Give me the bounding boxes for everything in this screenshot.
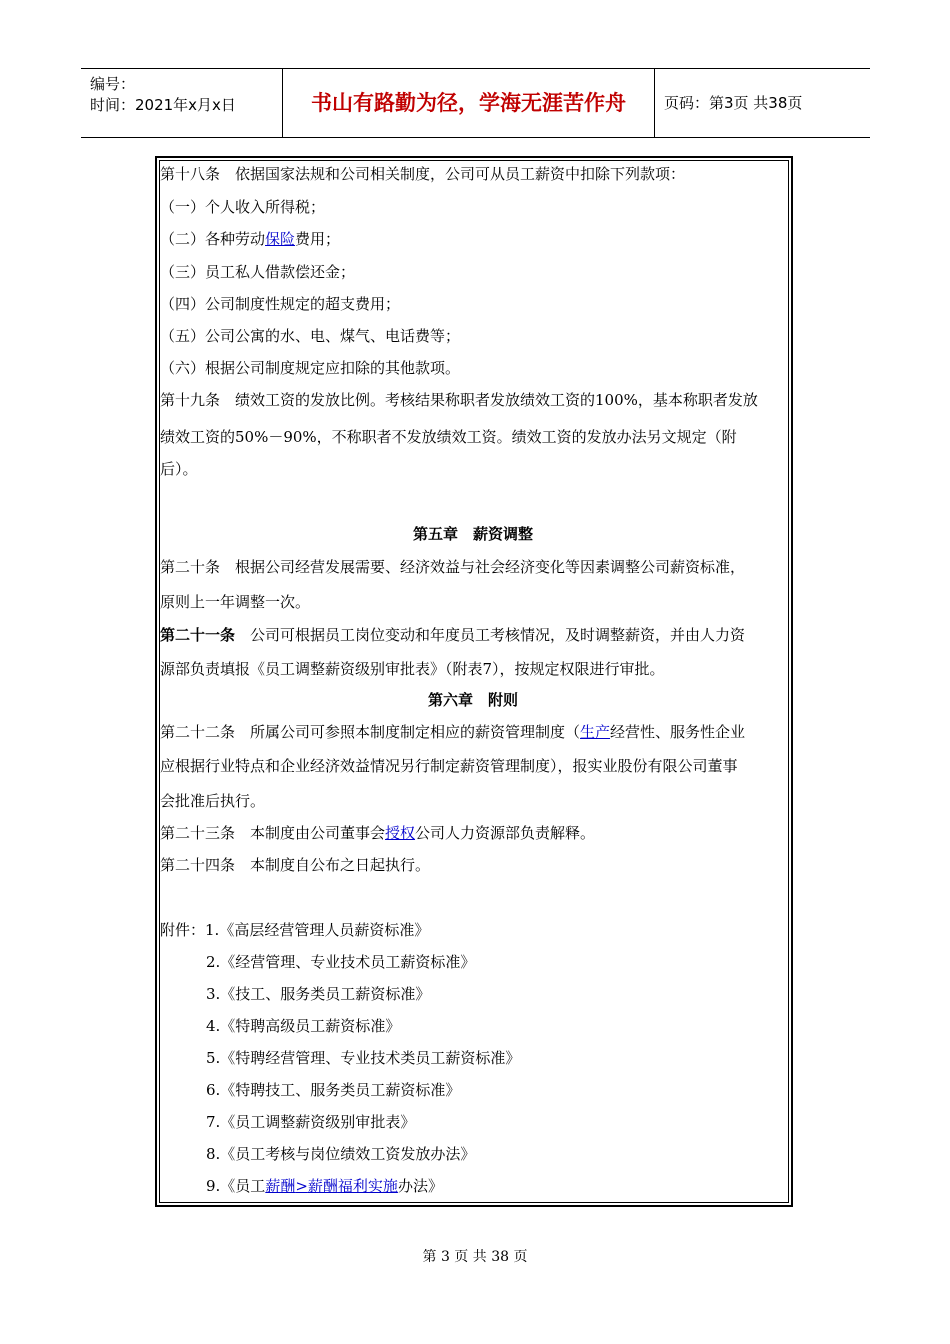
attachment-6: 6.《特聘技工、服务类员工薪资标准》 [206,1081,461,1099]
attachment-9-text: 9.《员工 [206,1177,266,1195]
attachment-1: 1.《高层经营管理人员薪资标准》 [205,921,430,939]
authorization-link[interactable]: 授权 [385,824,416,842]
deduction-item-5: （五）公司公寓的水、电、煤气、电话费等； [160,327,461,345]
deduction-item-6: （六）根据公司制度规定应扣除的其他款项。 [160,359,461,377]
article-19-line-2: 绩效工资的50%－90%，不称职者不发放绩效工资。绩效工资的发放办法另文规定（附 [160,428,737,446]
article-21-line-2: 源部负责填报《员工调整薪资级别审批表》（附表7），按规定权限进行审批。 [160,660,665,678]
header-page-number: 页码：第3页 共38页 [664,94,803,112]
deduction-item-2-text: （二）各种劳动 [160,230,266,248]
welfare-implementation-link[interactable]: 福利实施 [337,1177,398,1195]
article-19-line-1: 第十九条 绩效工资的发放比例。考核结果称职者发放绩效工资的100%，基本称职者发放 [160,391,758,409]
article-23 [160,823,595,843]
attachment-5: 5.《特聘经营管理、专业技术类员工薪资标准》 [206,1049,521,1067]
article-18: 第十八条 依据国家法规和公司相关制度，公司可从员工薪资中扣除下列款项： [160,165,686,183]
attachment-8: 8.《员工考核与岗位绩效工资发放办法》 [206,1145,476,1163]
header-motto: 书山有路勤为径，学海无涯苦作舟 [283,69,655,137]
salary-arrow-link[interactable]: > [295,1177,308,1195]
article-21-text: 公司可根据员工岗位变动和年度员工考核情况，及时调整薪资，并由人力资 [235,626,746,644]
insurance-link[interactable]: 保险 [265,230,296,248]
document-time-label: 时间：2021年x月x日 [90,96,236,114]
deduction-item-2 [160,229,340,249]
attachments-label: 附件： [160,921,206,939]
header-meta-cell [81,69,283,137]
deduction-item-1: （一）个人收入所得税； [160,198,326,216]
article-21-line-1 [160,625,745,645]
page-header [81,68,870,138]
production-link[interactable]: 生产 [580,723,611,741]
article-23-text-suffix: 公司人力资源部负责解释。 [415,824,596,842]
article-22-text: 第二十二条 所属公司可参照本制度制定相应的薪资管理制度（ [160,723,581,741]
article-21-heading: 第二十一条 [160,626,236,644]
attachment-9 [206,1176,443,1196]
attachment-3: 3.《技工、服务类员工薪资标准》 [206,985,431,1003]
article-22-line-1 [160,722,745,742]
article-19-line-3: 后）。 [160,460,198,478]
deduction-item-2-suffix: 费用； [295,230,341,248]
document-number-label: 编号： [90,75,136,93]
chapter-5-heading: 第五章 薪资调整 [412,525,533,543]
salary-link[interactable]: 薪酬 [265,1177,296,1195]
attachment-9-suffix: 办法》 [397,1177,443,1195]
deduction-item-4: （四）公司制度性规定的超支费用； [160,295,401,313]
salary-link-2[interactable]: 薪酬 [307,1177,338,1195]
article-23-text: 第二十三条 本制度由公司董事会 [160,824,386,842]
article-22-line-2: 应根据行业特点和企业经济效益情况另行制定薪资管理制度），报实业股份有限公司董事 [160,757,738,775]
chapter-6-heading: 第六章 附则 [427,691,518,709]
article-22-text-suffix: 经营性、服务性企业 [610,723,746,741]
attachments-line-1 [160,920,429,940]
article-22-line-3: 会批准后执行。 [160,792,266,810]
attachment-4: 4.《特聘高级员工薪资标准》 [206,1017,401,1035]
article-20-line-1: 第二十条 根据公司经营发展需要、经济效益与社会经济变化等因素调整公司薪资标准， [160,558,746,576]
deduction-item-3: （三）员工私人借款偿还金； [160,263,356,281]
article-20-line-2: 原则上一年调整一次。 [160,593,311,611]
page-footer: 第 3 页 共 38 页 [422,1249,528,1265]
attachment-7: 7.《员工调整薪资级别审批表》 [206,1113,416,1131]
attachment-2: 2.《经营管理、专业技术员工薪资标准》 [206,953,476,971]
article-24: 第二十四条 本制度自公布之日起执行。 [160,856,431,874]
